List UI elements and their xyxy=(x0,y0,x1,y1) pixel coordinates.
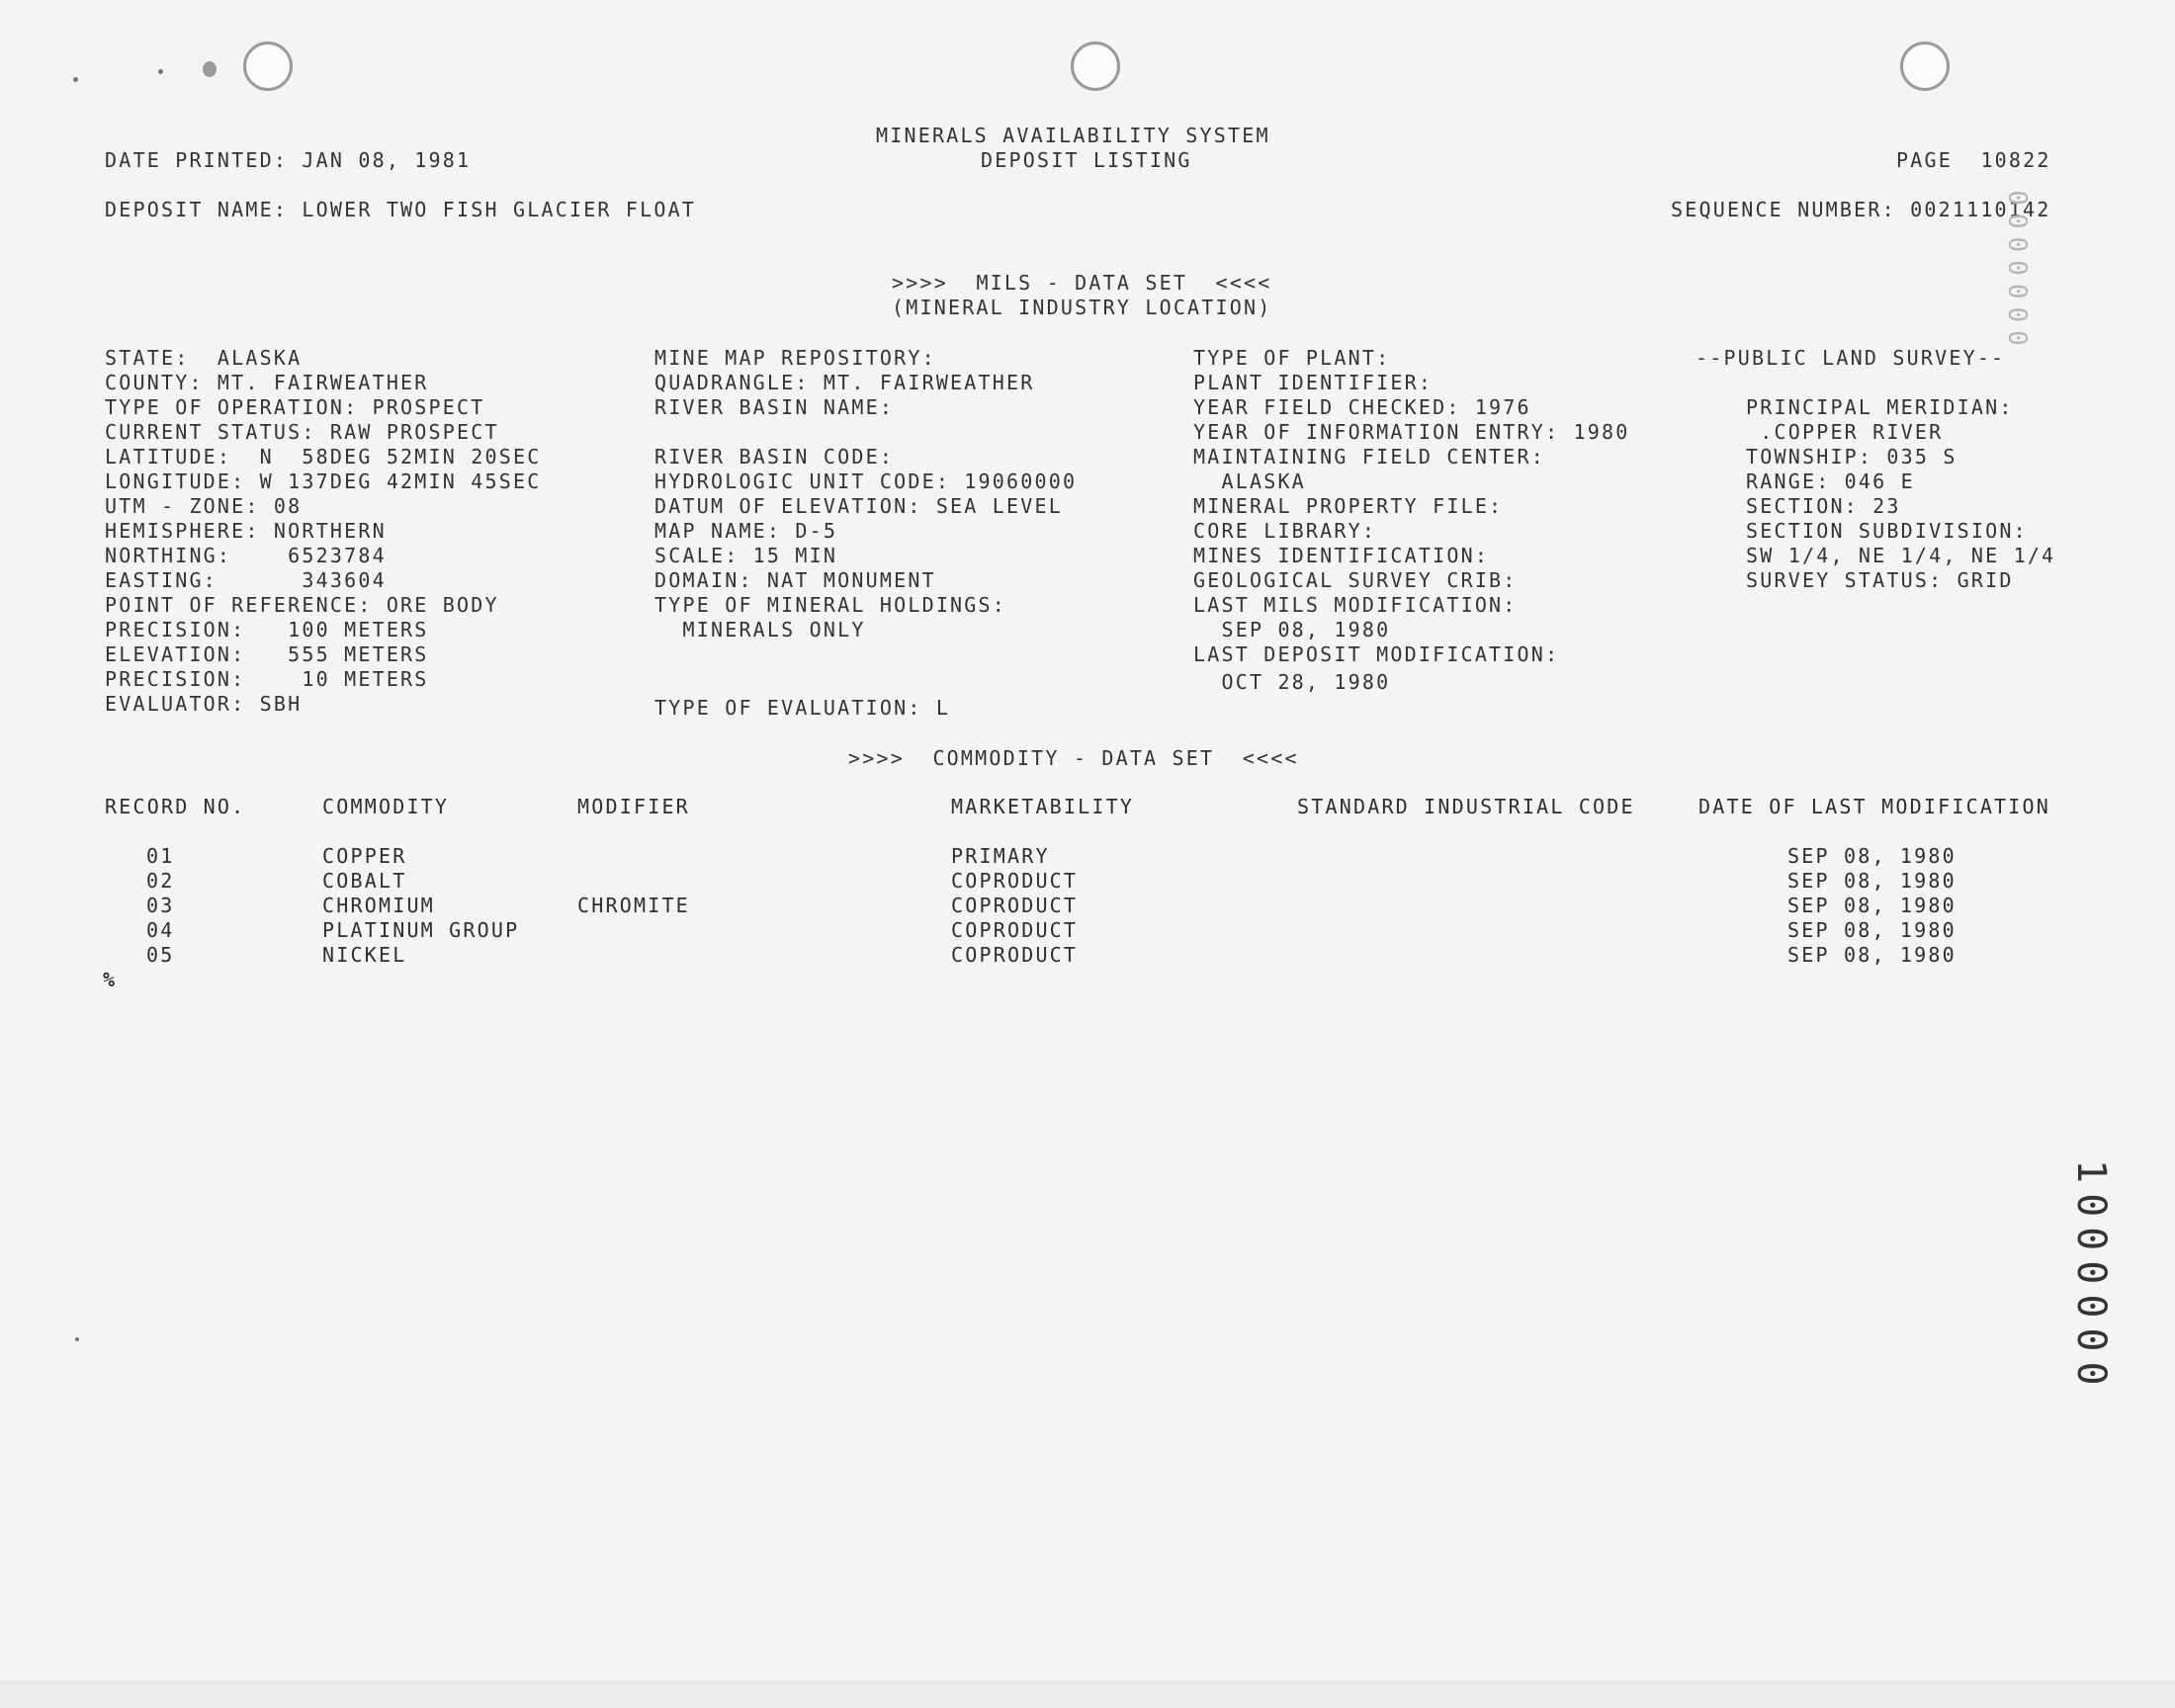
commodity-name: COPPER xyxy=(322,844,407,868)
precision-line: PRECISION: 100 METERS xyxy=(105,618,429,641)
mineral-holdings-type-line: TYPE OF MINERAL HOLDINGS: xyxy=(654,593,1007,617)
geological-survey-crib-line: GEOLOGICAL SURVEY CRIB: xyxy=(1193,568,1518,592)
mineral-holdings-value-line: MINERALS ONLY xyxy=(654,618,866,641)
ink-speck xyxy=(75,1337,79,1341)
mines-identification-line: MINES IDENTIFICATION: xyxy=(1193,544,1490,567)
principal-meridian-value: .COPPER RIVER xyxy=(1746,420,1944,444)
section-line: SECTION: 23 xyxy=(1746,494,1901,518)
sequence-number: SEQUENCE NUMBER: 0021110142 xyxy=(1671,198,2051,221)
utm-zone-line: UTM - ZONE: 08 xyxy=(105,494,303,518)
range-line: RANGE: 046 E xyxy=(1746,470,1915,493)
quadrangle-line: QUADRANGLE: MT. FAIRWEATHER xyxy=(654,371,1035,394)
evaluator-line: EVALUATOR: SBH xyxy=(105,692,303,716)
table-row xyxy=(0,843,2175,869)
system-title: MINERALS AVAILABILITY SYSTEM xyxy=(876,124,1270,147)
point-of-reference-line: POINT OF REFERENCE: ORE BODY xyxy=(105,593,499,617)
township-line: TOWNSHIP: 035 S xyxy=(1746,445,1958,469)
mils-subheading: (MINERAL INDUSTRY LOCATION) xyxy=(892,296,1272,319)
header-commodity: COMMODITY xyxy=(322,795,450,818)
mineral-property-file-line: MINERAL PROPERTY FILE: xyxy=(1193,494,1504,518)
easting-line: EASTING: 343604 xyxy=(105,568,387,592)
commodity-name: NICKEL xyxy=(322,943,407,967)
evaluation-type-line: TYPE OF EVALUATION: L xyxy=(654,696,951,720)
table-row xyxy=(0,893,2175,918)
hydrologic-unit-code-line: HYDROLOGIC UNIT CODE: 19060000 xyxy=(654,470,1078,493)
end-of-listing-mark: % xyxy=(103,968,118,991)
record-number: 03 xyxy=(146,894,175,917)
domain-line: DOMAIN: NAT MONUMENT xyxy=(654,568,936,592)
last-mils-modification-label: LAST MILS MODIFICATION: xyxy=(1193,593,1518,617)
commodity-name: CHROMIUM xyxy=(322,894,435,917)
commodity-name: COBALT xyxy=(322,869,407,893)
marketability: COPRODUCT xyxy=(951,943,1079,967)
page-number: PAGE 10822 xyxy=(1896,148,2051,172)
modifier: CHROMITE xyxy=(577,894,690,917)
modification-date: SEP 08, 1980 xyxy=(1787,844,1957,868)
latitude-line: LATITUDE: N 58DEG 52MIN 20SEC xyxy=(105,445,542,469)
plant-type-line: TYPE OF PLANT: xyxy=(1193,346,1391,370)
faint-margin-number: 0000000 xyxy=(2002,190,2032,354)
modification-date: SEP 08, 1980 xyxy=(1787,918,1957,942)
table-row xyxy=(0,868,2175,894)
mine-map-repository-line: MINE MAP REPOSITORY: xyxy=(654,346,936,370)
survey-status-line: SURVEY STATUS: GRID xyxy=(1746,568,2014,592)
record-number: 01 xyxy=(146,844,175,868)
year-field-checked-line: YEAR FIELD CHECKED: 1976 xyxy=(1193,395,1531,419)
commodity-heading: >>>> COMMODITY - DATA SET <<<< xyxy=(848,746,1299,770)
section-subdivision-label: SECTION SUBDIVISION: xyxy=(1746,519,2028,543)
principal-meridian-label: PRINCIPAL MERIDIAN: xyxy=(1746,395,2014,419)
header-date-of-last-modification: DATE OF LAST MODIFICATION xyxy=(1698,795,2051,818)
marketability: PRIMARY xyxy=(951,844,1050,868)
map-name-line: MAP NAME: D-5 xyxy=(654,519,838,543)
punch-hole-right xyxy=(1900,42,1950,91)
last-deposit-modification-label: LAST DEPOSIT MODIFICATION: xyxy=(1193,642,1560,666)
table-row xyxy=(0,942,2175,968)
ink-speck xyxy=(203,61,217,77)
header-marketability: MARKETABILITY xyxy=(951,795,1135,818)
modification-date: SEP 08, 1980 xyxy=(1787,869,1957,893)
deposit-name: DEPOSIT NAME: LOWER TWO FISH GLACIER FLOAT xyxy=(105,198,697,221)
river-basin-code-line: RIVER BASIN CODE: xyxy=(654,445,895,469)
punch-hole-center xyxy=(1071,42,1120,91)
field-center-value: ALASKA xyxy=(1193,470,1306,493)
modification-date: SEP 08, 1980 xyxy=(1787,894,1957,917)
hemisphere-line: HEMISPHERE: NORTHERN xyxy=(105,519,387,543)
field-center-label: MAINTAINING FIELD CENTER: xyxy=(1193,445,1546,469)
elevation-precision-line: PRECISION: 10 METERS xyxy=(105,667,429,691)
margin-sequence-stamp: 1000000 xyxy=(2068,1159,2114,1396)
marketability: COPRODUCT xyxy=(951,894,1079,917)
ink-speck xyxy=(158,69,163,74)
public-land-survey-heading: --PUBLIC LAND SURVEY-- xyxy=(1696,346,2006,370)
state-line: STATE: ALASKA xyxy=(105,346,303,370)
ink-speck xyxy=(73,77,78,82)
modification-date: SEP 08, 1980 xyxy=(1787,943,1957,967)
record-number: 05 xyxy=(146,943,175,967)
year-information-entry-line: YEAR OF INFORMATION ENTRY: 1980 xyxy=(1193,420,1630,444)
header-record-no: RECORD NO. xyxy=(105,795,246,818)
county-line: COUNTY: MT. FAIRWEATHER xyxy=(105,371,429,394)
marketability: COPRODUCT xyxy=(951,918,1079,942)
last-deposit-modification-value: OCT 28, 1980 xyxy=(1193,670,1391,694)
longitude-line: LONGITUDE: W 137DEG 42MIN 45SEC xyxy=(105,470,542,493)
mils-heading: >>>> MILS - DATA SET <<<< xyxy=(892,271,1272,295)
operation-type-line: TYPE OF OPERATION: PROSPECT xyxy=(105,395,485,419)
current-status-line: CURRENT STATUS: RAW PROSPECT xyxy=(105,420,499,444)
northing-line: NORTHING: 6523784 xyxy=(105,544,387,567)
punch-hole-left xyxy=(243,42,293,91)
scale-line: SCALE: 15 MIN xyxy=(654,544,838,567)
datum-of-elevation-line: DATUM OF ELEVATION: SEA LEVEL xyxy=(654,494,1063,518)
river-basin-name-line: RIVER BASIN NAME: xyxy=(654,395,895,419)
listing-title: DEPOSIT LISTING xyxy=(981,148,1192,172)
commodity-name: PLATINUM GROUP xyxy=(322,918,520,942)
last-mils-modification-value: SEP 08, 1980 xyxy=(1193,618,1391,641)
section-subdivision-value: SW 1/4, NE 1/4, NE 1/4 xyxy=(1746,544,2056,567)
record-number: 04 xyxy=(146,918,175,942)
date-printed: DATE PRINTED: JAN 08, 1981 xyxy=(105,148,472,172)
table-row xyxy=(0,917,2175,943)
commodity-table-header xyxy=(0,794,2175,819)
plant-identifier-line: PLANT IDENTIFIER: xyxy=(1193,371,1434,394)
core-library-line: CORE LIBRARY: xyxy=(1193,519,1377,543)
record-number: 02 xyxy=(146,869,175,893)
header-modifier: MODIFIER xyxy=(577,795,690,818)
elevation-line: ELEVATION: 555 METERS xyxy=(105,642,429,666)
marketability: COPRODUCT xyxy=(951,869,1079,893)
header-standard-industrial-code: STANDARD INDUSTRIAL CODE xyxy=(1297,795,1635,818)
